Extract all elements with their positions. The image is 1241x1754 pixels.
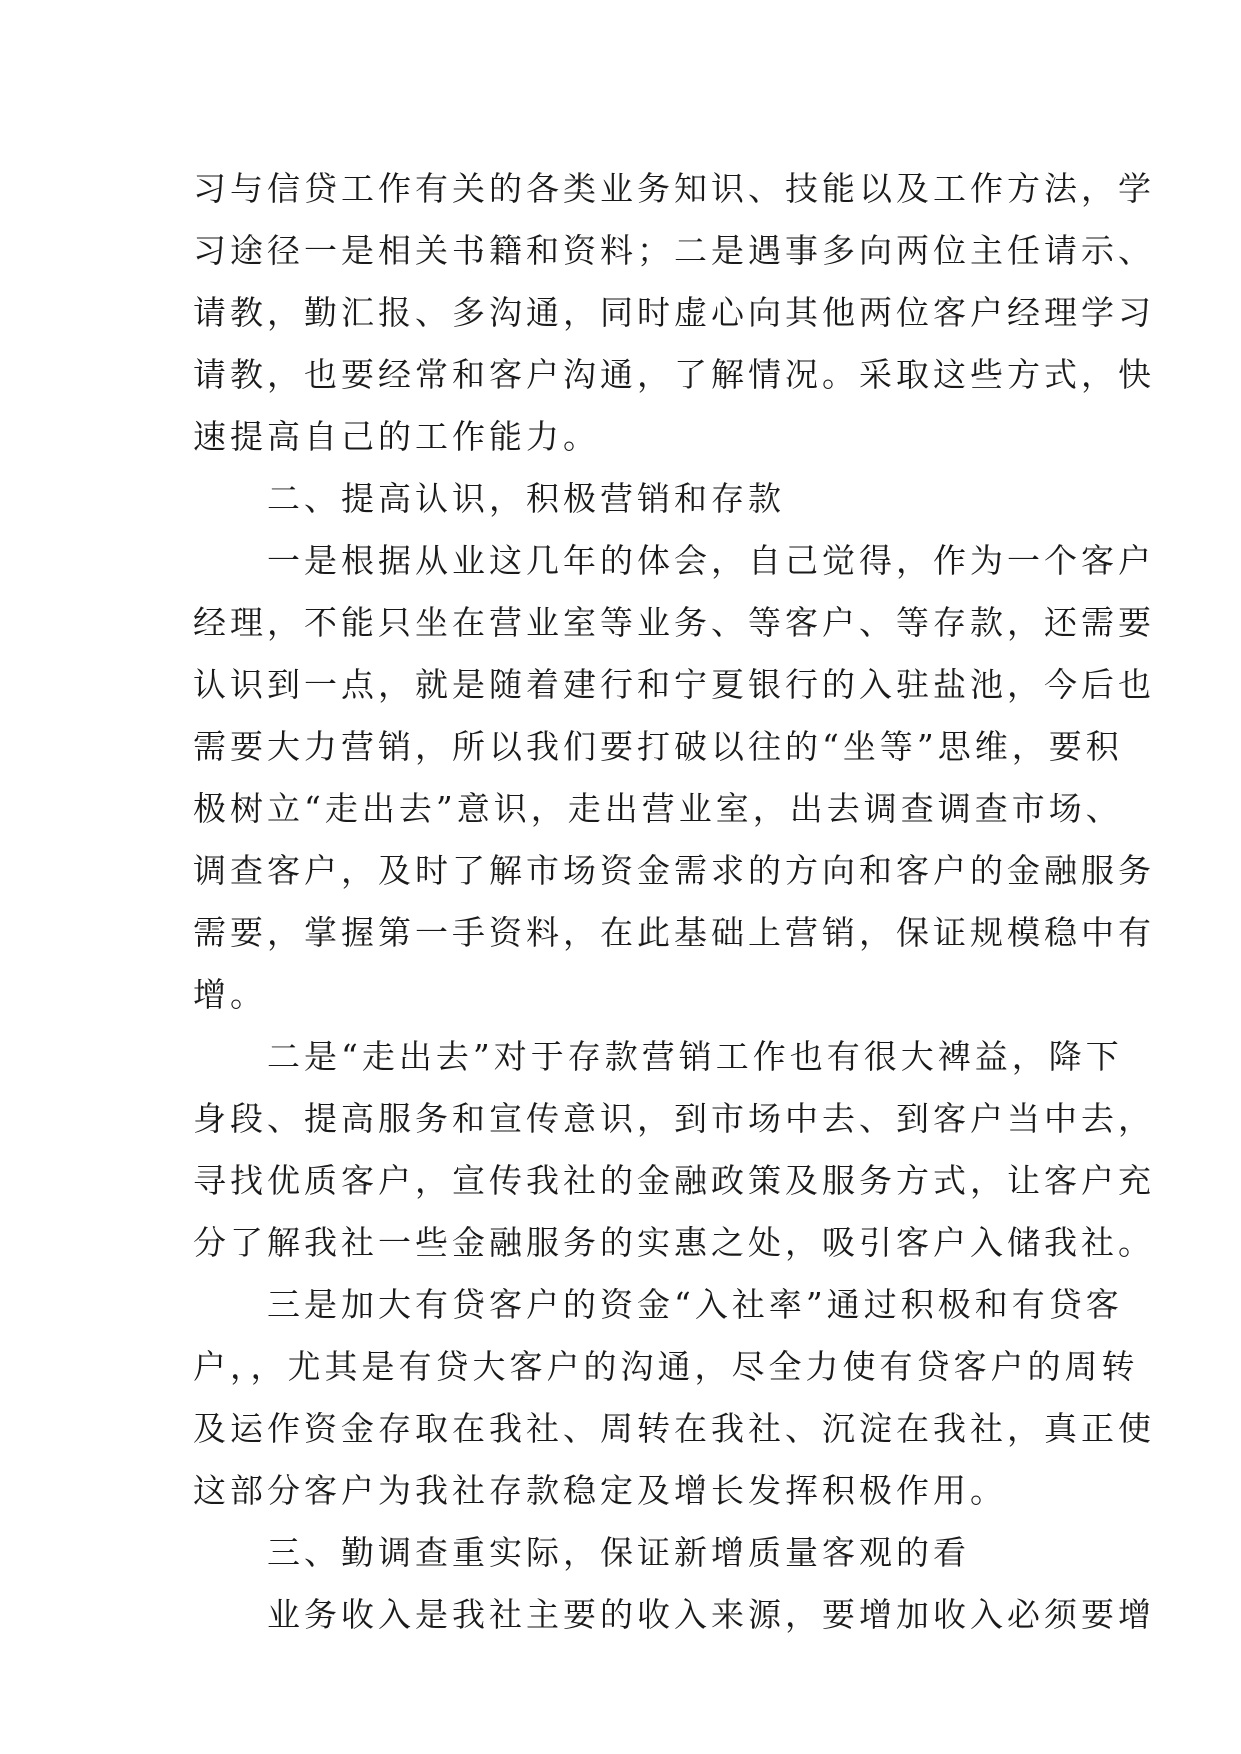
text-line: 需要，掌握第一手资料，在此基础上营销，保证规模稳中有 xyxy=(193,913,1155,952)
text-line: 认识到一点，就是随着建行和宁夏银行的入驻盐池，今后也 xyxy=(193,665,1155,704)
text-line: 及运作资金存取在我社、周转在我社、沉淀在我社，真正使 xyxy=(193,1409,1155,1448)
text-line: 户，，尤其是有贷大客户的沟通，尽全力使有贷客户的周转 xyxy=(193,1347,1139,1386)
text-line: 一是根据从业这几年的体会，自己觉得，作为一个客户 xyxy=(193,541,1155,580)
text-line: 寻找优质客户，宣传我社的金融政策及服务方式，让客户充 xyxy=(193,1161,1155,1200)
text-line: 业务收入是我社主要的收入来源，要增加收入必须要增 xyxy=(193,1595,1155,1634)
text-line: 二是“走出去”对于存款营销工作也有很大裨益，降下 xyxy=(193,1037,1123,1076)
text-line: 三是加大有贷客户的资金“入社率”通过积极和有贷客 xyxy=(193,1285,1123,1324)
text-line: 身段、提高服务和宣传意识，到市场中去、到客户当中去， xyxy=(193,1099,1155,1138)
text-line: 经理，不能只坐在营业室等业务、等客户、等存款，还需要 xyxy=(193,603,1155,642)
text-line: 习与信贷工作有关的各类业务知识、技能以及工作方法，学 xyxy=(193,169,1155,208)
text-line: 这部分客户为我社存款稳定及增长发挥积极作用。 xyxy=(193,1471,1007,1510)
text-line: 极树立“走出去”意识，走出营业室，出去调查调查市场、 xyxy=(193,789,1123,828)
section-heading: 二、提高认识，积极营销和存款 xyxy=(193,479,785,518)
text-line: 习途径一是相关书籍和资料；二是遇事多向两位主任请示、 xyxy=(193,231,1155,270)
text-line: 需要大力营销，所以我们要打破以往的“坐等”思维，要积 xyxy=(193,727,1123,766)
text-line: 请教，勤汇报、多沟通，同时虚心向其他两位客户经理学习 xyxy=(193,293,1155,332)
text-line: 分了解我社一些金融服务的实惠之处，吸引客户入储我社。 xyxy=(193,1223,1155,1262)
section-heading: 三、勤调查重实际，保证新增质量客观的看 xyxy=(193,1533,970,1572)
text-line: 增。 xyxy=(193,975,267,1014)
text-line: 调查客户，及时了解市场资金需求的方向和客户的金融服务 xyxy=(193,851,1155,890)
text-line: 速提高自己的工作能力。 xyxy=(193,417,600,456)
text-line: 请教，也要经常和客户沟通，了解情况。采取这些方式，快 xyxy=(193,355,1155,394)
document-body xyxy=(193,158,1155,1646)
